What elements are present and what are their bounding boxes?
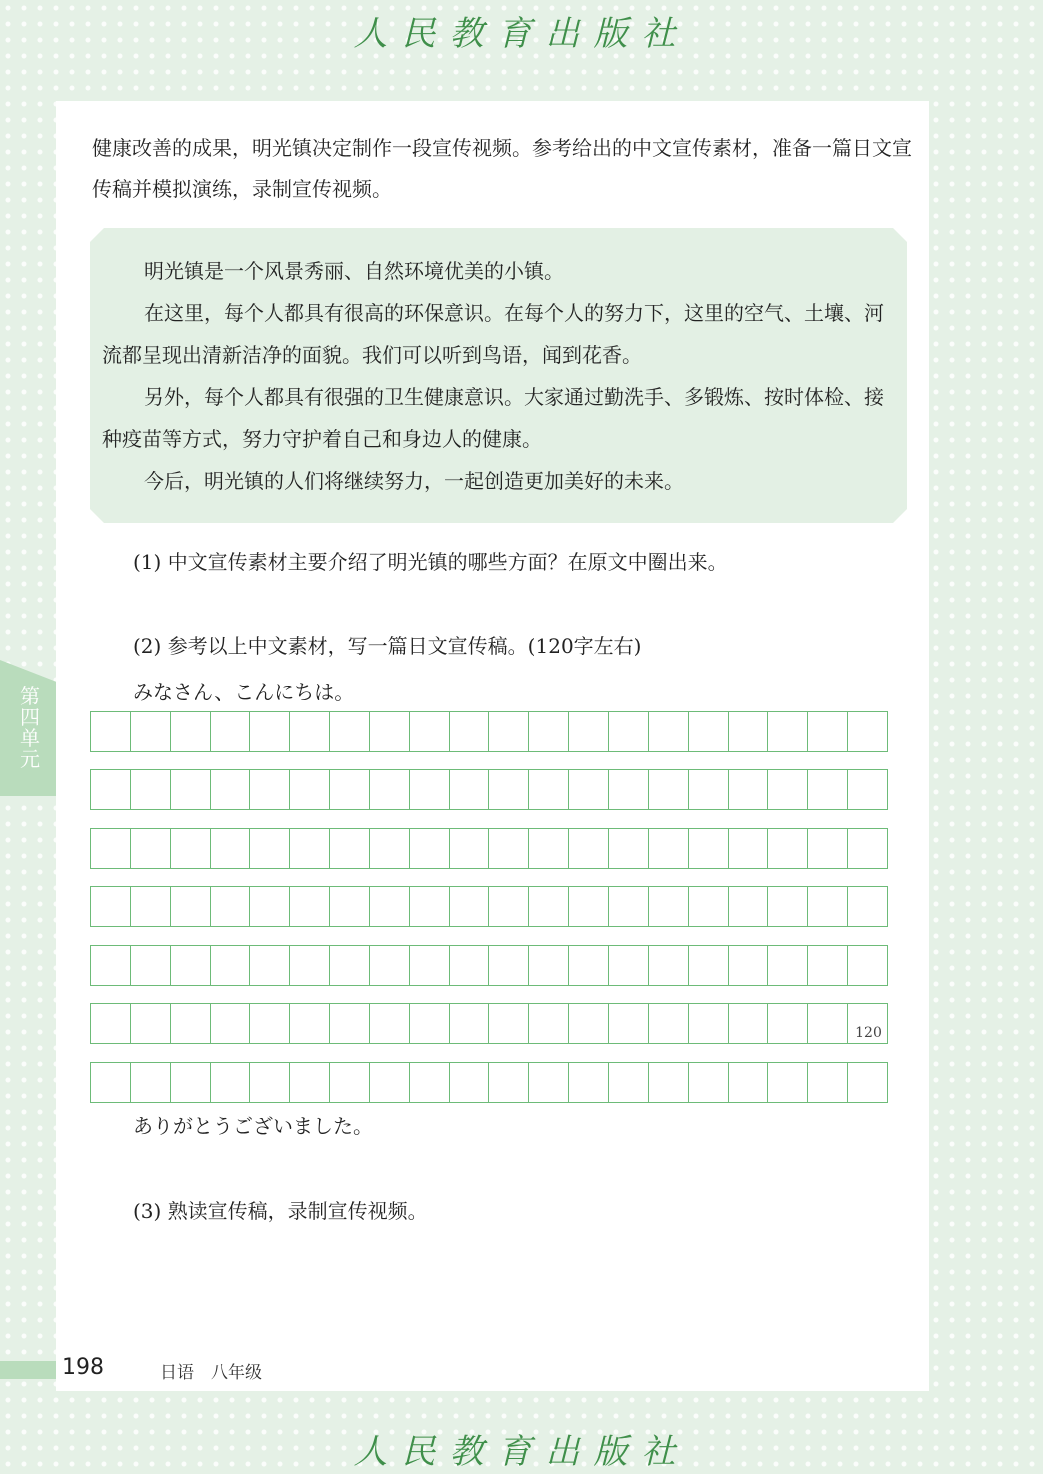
grid-cell[interactable]	[130, 769, 171, 810]
grid-cell[interactable]	[728, 711, 769, 752]
grid-cell[interactable]	[449, 769, 490, 810]
grid-cell[interactable]	[170, 945, 211, 986]
grid-cell[interactable]	[170, 1003, 211, 1044]
grid-cell[interactable]	[449, 1003, 490, 1044]
grid-cell[interactable]	[329, 711, 370, 752]
grid-cell[interactable]	[130, 945, 171, 986]
grid-cell[interactable]	[170, 1062, 211, 1103]
grid-cell[interactable]	[249, 886, 290, 927]
grid-cell[interactable]	[767, 828, 808, 869]
grid-cell[interactable]	[568, 1062, 609, 1103]
grid-cell[interactable]	[170, 711, 211, 752]
grid-cell[interactable]	[210, 1062, 251, 1103]
grid-cell[interactable]	[90, 1062, 131, 1103]
grid-cell[interactable]	[249, 828, 290, 869]
grid-cell[interactable]	[130, 828, 171, 869]
grid-cell[interactable]	[488, 945, 529, 986]
grid-cell[interactable]	[568, 1003, 609, 1044]
grid-cell[interactable]	[568, 769, 609, 810]
grid-cell[interactable]	[688, 945, 729, 986]
grid-cell[interactable]	[449, 828, 490, 869]
grid-cell[interactable]	[767, 1003, 808, 1044]
grid-cell[interactable]	[847, 769, 888, 810]
grid-cell[interactable]	[409, 886, 450, 927]
grid-cell[interactable]	[369, 828, 410, 869]
grid-cell[interactable]	[728, 1062, 769, 1103]
grid-cell[interactable]	[488, 886, 529, 927]
grid-cell[interactable]	[728, 828, 769, 869]
grid-cell[interactable]	[210, 886, 251, 927]
grid-cell[interactable]	[249, 1062, 290, 1103]
grid-cell[interactable]	[568, 711, 609, 752]
grid-cell[interactable]	[289, 886, 330, 927]
greeting-opening: みなさん、こんにちは。	[133, 680, 355, 704]
grid-cell[interactable]	[130, 1062, 171, 1103]
grid-cell[interactable]	[608, 769, 649, 810]
grid-cell[interactable]	[608, 886, 649, 927]
grid-cell[interactable]	[807, 769, 848, 810]
grid-cell[interactable]	[807, 711, 848, 752]
grid-cell[interactable]	[329, 1003, 370, 1044]
grid-row	[90, 1062, 907, 1103]
grid-cell[interactable]	[210, 1003, 251, 1044]
grid-row	[90, 711, 907, 752]
grid-cell[interactable]	[289, 711, 330, 752]
grid-cell[interactable]	[528, 1062, 569, 1103]
grid-cell[interactable]	[409, 828, 450, 869]
grid-cell[interactable]	[608, 1062, 649, 1103]
grid-cell[interactable]	[249, 1003, 290, 1044]
material-paragraph: 另外，每个人都具有很强的卫生健康意识。大家通过勤洗手、多锻炼、按时体检、接种疫苗等方式，努力守护着自己和身边人的健康。	[102, 385, 884, 451]
grid-cell[interactable]	[329, 945, 370, 986]
material-paragraph: 在这里，每个人都具有很高的环保意识。在每个人的努力下，这里的空气、土壤、河流都呈现出清新洁净的面貌。我们可以听到鸟语，闻到花香。	[102, 301, 884, 367]
grid-cell[interactable]	[608, 711, 649, 752]
grid-cell[interactable]	[608, 828, 649, 869]
grid-cell[interactable]	[648, 1003, 689, 1044]
grid-cell[interactable]	[449, 945, 490, 986]
grid-cell[interactable]	[289, 828, 330, 869]
grid-row	[90, 828, 907, 869]
grid-cell[interactable]	[847, 886, 888, 927]
grid-cell[interactable]	[688, 769, 729, 810]
grid-cell[interactable]	[449, 886, 490, 927]
grid-cell[interactable]	[488, 828, 529, 869]
grid-cell[interactable]	[249, 711, 290, 752]
grid-cell[interactable]	[329, 886, 370, 927]
grid-cell[interactable]	[767, 769, 808, 810]
grid-cell[interactable]	[608, 1003, 649, 1044]
grid-cell[interactable]	[488, 1062, 529, 1103]
grid-cell[interactable]	[409, 711, 450, 752]
grid-cell[interactable]	[289, 945, 330, 986]
grid-cell[interactable]	[210, 769, 251, 810]
grid-row	[90, 945, 907, 986]
grid-cell[interactable]	[449, 1062, 490, 1103]
grid-cell[interactable]	[847, 828, 888, 869]
grid-cell[interactable]	[528, 828, 569, 869]
grid-cell[interactable]	[807, 886, 848, 927]
grid-cell[interactable]	[170, 828, 211, 869]
grid-cell[interactable]	[807, 1062, 848, 1103]
grid-row	[90, 886, 907, 927]
grid-cell[interactable]	[329, 828, 370, 869]
grid-cell[interactable]	[728, 886, 769, 927]
grid-row	[90, 769, 907, 810]
grid-cell[interactable]	[807, 828, 848, 869]
grid-cell[interactable]	[767, 945, 808, 986]
grid-cell[interactable]	[210, 945, 251, 986]
grid-cell[interactable]	[528, 945, 569, 986]
publisher-logo-bottom: 人民教育出版社	[353, 1432, 690, 1472]
grid-cell[interactable]	[807, 945, 848, 986]
grid-cell[interactable]	[847, 945, 888, 986]
grid-cell[interactable]	[449, 711, 490, 752]
grid-cell[interactable]	[767, 886, 808, 927]
footer-bar	[0, 1361, 56, 1379]
grid-cell[interactable]	[528, 886, 569, 927]
material-text	[102, 250, 902, 502]
grid-cell[interactable]	[90, 1003, 131, 1044]
grid-cell[interactable]	[289, 1003, 330, 1044]
grid-cell[interactable]	[568, 945, 609, 986]
unit-label: 第四单元	[20, 684, 40, 771]
grid-cell[interactable]	[528, 711, 569, 752]
grid-cell[interactable]	[369, 945, 410, 986]
grid-cell[interactable]	[369, 886, 410, 927]
material-paragraph: 今后，明光镇的人们将继续努力，一起创造更加美好的未来。	[144, 469, 684, 493]
grid-cell[interactable]	[210, 828, 251, 869]
grid-cell[interactable]	[688, 886, 729, 927]
grid-cell[interactable]	[249, 769, 290, 810]
grid-cell[interactable]	[688, 1062, 729, 1103]
grid-cell[interactable]	[90, 828, 131, 869]
grid-cell[interactable]	[289, 769, 330, 810]
grid-cell[interactable]	[249, 945, 290, 986]
grid-cell[interactable]	[648, 769, 689, 810]
grid-cell[interactable]	[688, 1003, 729, 1044]
grid-cell[interactable]	[847, 711, 888, 752]
material-paragraph: 明光镇是一个风景秀丽、自然环境优美的小镇。	[144, 259, 564, 283]
grid-cell[interactable]	[648, 945, 689, 986]
grid-cell[interactable]	[847, 1062, 888, 1103]
intro-text: 健康改善的成果，明光镇决定制作一段宣传视频。参考给出的中文宣传素材，准备一篇日文宣传稿并模拟演练，录制宣传视频。	[92, 136, 912, 201]
book-title: 日语 八年级	[160, 1363, 262, 1383]
grid-cell[interactable]	[329, 1062, 370, 1103]
grid-cell[interactable]	[90, 711, 131, 752]
grid-cell[interactable]	[568, 828, 609, 869]
grid-cell[interactable]	[90, 945, 131, 986]
grid-cell[interactable]	[648, 1062, 689, 1103]
grid-cell[interactable]	[767, 711, 808, 752]
grid-cell[interactable]	[329, 769, 370, 810]
grid-cell[interactable]	[728, 945, 769, 986]
grid-cell[interactable]	[488, 769, 529, 810]
grid-cell[interactable]	[488, 1003, 529, 1044]
char-count-label: 120	[855, 1025, 882, 1041]
grid-cell[interactable]	[289, 1062, 330, 1103]
grid-cell[interactable]	[728, 769, 769, 810]
grid-cell[interactable]	[409, 945, 450, 986]
grid-cell[interactable]	[369, 1062, 410, 1103]
grid-cell[interactable]	[528, 1003, 569, 1044]
publisher-logo-top: 人民教育出版社	[353, 14, 690, 54]
question-2: (2) 参考以上中文素材，写一篇日文宣传稿。(120字左右)	[133, 634, 642, 658]
grid-cell[interactable]	[568, 886, 609, 927]
grid-cell[interactable]	[648, 886, 689, 927]
grid-cell[interactable]	[90, 886, 131, 927]
grid-cell[interactable]	[648, 828, 689, 869]
grid-cell[interactable]	[130, 886, 171, 927]
grid-cell[interactable]	[608, 945, 649, 986]
grid-cell[interactable]	[369, 711, 410, 752]
grid-row	[90, 1003, 907, 1044]
grid-cell[interactable]	[847, 1003, 888, 1044]
question-1: (1) 中文宣传素材主要介绍了明光镇的哪些方面？在原文中圈出来。	[133, 550, 728, 574]
grid-cell[interactable]	[409, 1003, 450, 1044]
grid-cell[interactable]	[728, 1003, 769, 1044]
grid-cell[interactable]	[409, 769, 450, 810]
grid-cell[interactable]	[648, 711, 689, 752]
grid-cell[interactable]	[130, 711, 171, 752]
page-number: 198	[62, 1355, 104, 1380]
grid-cell[interactable]	[170, 769, 211, 810]
grid-cell[interactable]	[369, 1003, 410, 1044]
grid-cell[interactable]	[409, 1062, 450, 1103]
grid-cell[interactable]	[528, 769, 569, 810]
grid-cell[interactable]	[210, 711, 251, 752]
grid-cell[interactable]	[170, 886, 211, 927]
question-3: (3) 熟读宣传稿，录制宣传视频。	[133, 1199, 428, 1223]
grid-cell[interactable]	[488, 711, 529, 752]
grid-cell[interactable]	[807, 1003, 848, 1044]
grid-cell[interactable]	[767, 1062, 808, 1103]
grid-cell[interactable]	[688, 828, 729, 869]
greeting-closing: ありがとうございました。	[133, 1114, 373, 1138]
grid-cell[interactable]	[369, 769, 410, 810]
grid-cell[interactable]	[90, 769, 131, 810]
grid-cell[interactable]	[130, 1003, 171, 1044]
grid-cell[interactable]	[688, 711, 729, 752]
